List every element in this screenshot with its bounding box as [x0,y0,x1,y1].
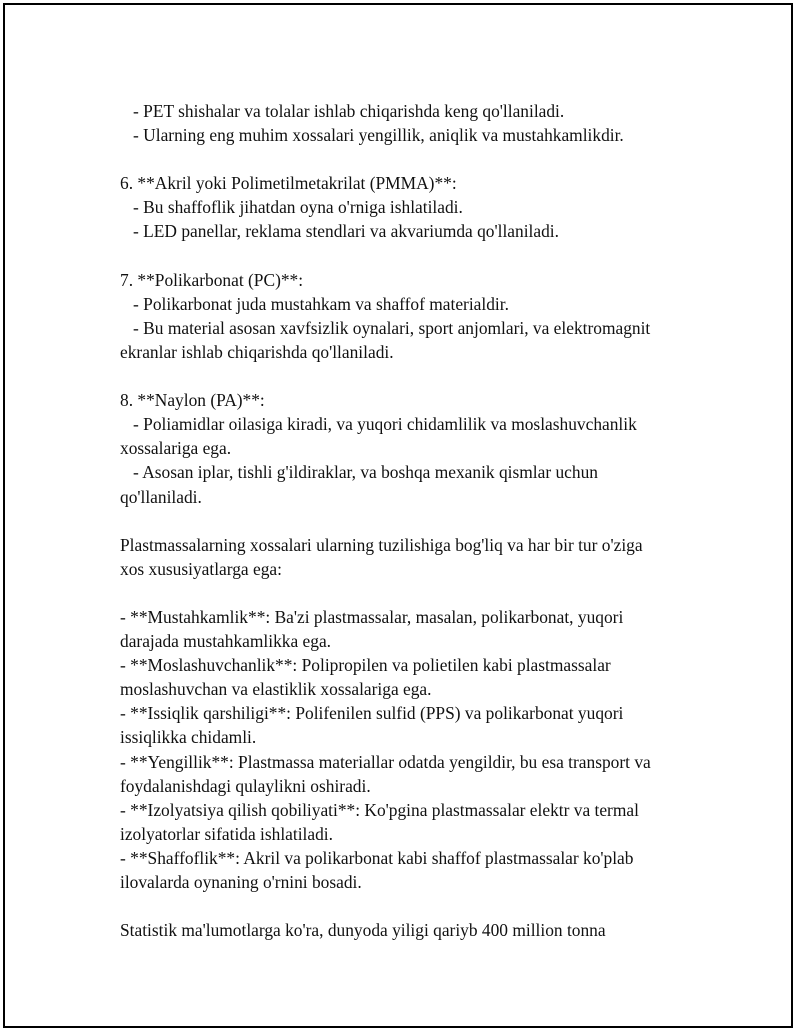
text-line: xos xususiyatlarga ega: [120,558,282,579]
blank-line [120,364,700,388]
text-line: - Ularning eng muhim xossalari yengillik, aniqlik va mustahkamlikdir. [120,125,624,146]
list-item-line: - **Yengillik**: Plastmassa materiallar odatda yengildir, bu esa transport va [120,751,651,772]
text-line: - PET shishalar va tolalar ishlab chiqarishda keng qo'llaniladi. [120,101,565,121]
text-line: - LED panellar, reklama stendlari va akvariumda qo'llaniladi. [120,221,559,242]
section-heading-pc: 7. **Polikarbonat (PC)**: [120,269,304,290]
list-item-line: foydalanishdagi qulaylikni oshiradi. [120,775,371,796]
section-heading-pmma: 6. **Akril yoki Polimetilmetakrilat (PMMA)**: [120,173,457,194]
list-item-line: - **Moslashuvchanlik**: Polipropilen va polietilen kabi plastmassalar [120,655,611,676]
list-item-line: - **Izolyatsiya qilish qobiliyati**: Ko'pgina plastmassalar elektr va termal [120,799,639,820]
blank-line [120,244,700,268]
document-body [120,99,700,942]
document-page [3,3,793,1028]
list-item-line: moslashuvchan va elastiklik xossalariga ega. [120,679,432,700]
list-item-line: - **Issiqlik qarshiligi**: Polifenilen sulfid (PPS) va polikarbonat yuqori [120,703,624,724]
text-line: - Poliamidlar oilasiga kiradi, va yuqori chidamlilik va moslashuvchanlik [120,414,637,435]
blank-line [120,509,700,533]
text-line: - Polikarbonat juda mustahkam va shaffof materialdir. [120,293,509,314]
blank-line [120,147,700,171]
text-line: - Asosan iplar, tishli g'ildiraklar, va boshqa mexanik qismlar uchun [120,462,598,483]
text-line: ekranlar ishlab chiqarishda qo'llaniladi. [120,341,394,362]
list-item-line: - **Mustahkamlik**: Ba'zi plastmassalar, masalan, polikarbonat, yuqori [120,606,624,627]
text-line: - Bu shaffoflik jihatdan oyna o'rniga ishlatiladi. [120,197,463,218]
section-heading-pa: 8. **Naylon (PA)**: [120,390,265,411]
list-item-line: issiqlikka chidamli. [120,727,257,748]
list-item-line: ilovalarda oynaning o'rnini bosadi. [120,872,362,892]
list-item-line: - **Shaffoflik**: Akril va polikarbonat kabi shaffof plastmassalar ko'plab [120,847,634,868]
blank-line [120,581,700,605]
list-item-line: izolyatorlar sifatida ishlatiladi. [120,823,333,844]
text-line: xossalariga ega. [120,438,232,459]
list-item-line: darajada mustahkamlikka ega. [120,631,332,652]
text-line: Plastmassalarning xossalari ularning tuzilishiga bog'liq va har bir tur o'ziga [120,534,643,555]
blank-line [120,894,700,918]
text-line: - Bu material asosan xavfsizlik oynalari, sport anjomlari, va elektromagnit [120,317,651,338]
text-line: Statistik ma'lumotlarga ko'ra, dunyoda yiligi qariyb 400 million tonna [120,920,606,941]
text-line: qo'llaniladi. [120,486,202,507]
